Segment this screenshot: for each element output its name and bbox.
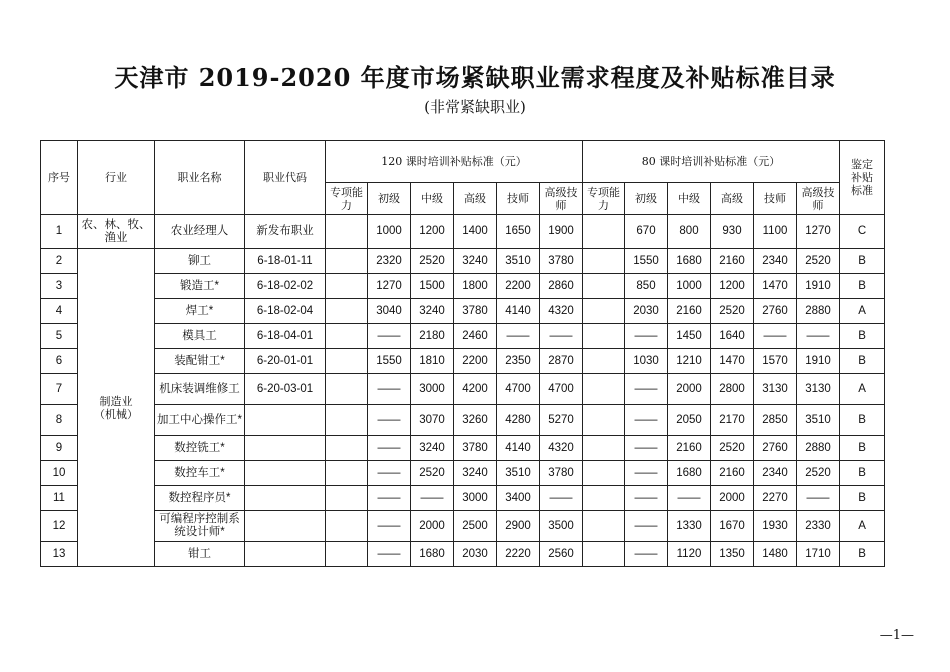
- cell-80-level-3: 1640: [711, 324, 754, 349]
- cell-80-level-0: [583, 436, 625, 461]
- cell-80-level-2: 1680: [668, 461, 711, 486]
- table-row: [41, 324, 885, 349]
- cell-80-level-0: [583, 511, 625, 542]
- row-rating: B: [840, 436, 885, 461]
- page-number: —1—: [879, 628, 914, 643]
- cell-120-level-2: 1200: [411, 215, 454, 249]
- row-rating: B: [840, 249, 885, 274]
- row-occupation: 数控程序员*: [155, 486, 245, 511]
- cell-80-level-1: ——: [625, 436, 668, 461]
- row-rating: A: [840, 511, 885, 542]
- cell-80-level-2: 800: [668, 215, 711, 249]
- cell-120-level-1: ——: [368, 461, 411, 486]
- row-seq: 7: [41, 374, 78, 405]
- cell-80-level-0: [583, 299, 625, 324]
- cell-120-level-1: ——: [368, 374, 411, 405]
- header-level-80-1: 初级: [625, 183, 668, 215]
- cell-80-level-0: [583, 324, 625, 349]
- cell-120-level-5: 5270: [540, 405, 583, 436]
- row-occupation: 数控车工*: [155, 461, 245, 486]
- cell-80-level-2: 2160: [668, 436, 711, 461]
- cell-80-level-5: 2520: [797, 249, 840, 274]
- cell-120-level-5: 3780: [540, 461, 583, 486]
- cell-80-level-0: [583, 374, 625, 405]
- row-rating: C: [840, 215, 885, 249]
- cell-80-level-0: [583, 249, 625, 274]
- table-row: [41, 486, 885, 511]
- header-level-120-5: 高级技师: [540, 183, 583, 215]
- cell-80-level-5: ——: [797, 486, 840, 511]
- cell-120-level-1: 1270: [368, 274, 411, 299]
- row-rating: B: [840, 486, 885, 511]
- cell-120-level-2: 2180: [411, 324, 454, 349]
- cell-80-level-4: 1470: [754, 274, 797, 299]
- cell-80-level-4: 2340: [754, 249, 797, 274]
- cell-80-level-0: [583, 349, 625, 374]
- cell-120-level-4: 3400: [497, 486, 540, 511]
- row-code: [245, 542, 326, 567]
- cell-80-level-1: ——: [625, 324, 668, 349]
- row-rating: A: [840, 374, 885, 405]
- row-code: 6-18-02-02: [245, 274, 326, 299]
- cell-80-level-2: 2050: [668, 405, 711, 436]
- cell-80-level-5: 3510: [797, 405, 840, 436]
- table-row: [41, 349, 885, 374]
- cell-80-level-2: 1210: [668, 349, 711, 374]
- cell-80-level-4: 2760: [754, 299, 797, 324]
- cell-80-level-5: ——: [797, 324, 840, 349]
- cell-120-level-4: 3510: [497, 249, 540, 274]
- row-code: 6-18-04-01: [245, 324, 326, 349]
- cell-80-level-5: 1710: [797, 542, 840, 567]
- table-row: [41, 511, 885, 542]
- header-seq: 序号: [41, 141, 78, 215]
- row-code: [245, 405, 326, 436]
- cell-80-level-4: ——: [754, 324, 797, 349]
- cell-80-level-5: 2520: [797, 461, 840, 486]
- cell-120-level-0: [326, 324, 368, 349]
- cell-120-level-3: 2460: [454, 324, 497, 349]
- cell-80-level-1: 1030: [625, 349, 668, 374]
- cell-120-level-1: ——: [368, 486, 411, 511]
- cell-120-level-5: 2860: [540, 274, 583, 299]
- cell-80-level-1: ——: [625, 542, 668, 567]
- cell-120-level-0: [326, 299, 368, 324]
- row-occupation: 锻造工*: [155, 274, 245, 299]
- header-level-80-4: 技师: [754, 183, 797, 215]
- cell-120-level-2: 2520: [411, 249, 454, 274]
- cell-80-level-5: 2880: [797, 436, 840, 461]
- cell-120-level-0: [326, 374, 368, 405]
- cell-80-level-5: 2330: [797, 511, 840, 542]
- row-seq: 6: [41, 349, 78, 374]
- cell-80-level-4: 3130: [754, 374, 797, 405]
- header-level-80-0: 专项能力: [583, 183, 625, 215]
- cell-80-level-1: ——: [625, 374, 668, 405]
- cell-80-level-3: 1470: [711, 349, 754, 374]
- header-level-120-4: 技师: [497, 183, 540, 215]
- cell-120-level-4: 4700: [497, 374, 540, 405]
- cell-120-level-5: 3500: [540, 511, 583, 542]
- cell-80-level-1: 670: [625, 215, 668, 249]
- cell-80-level-1: ——: [625, 461, 668, 486]
- row-code: 6-20-01-01: [245, 349, 326, 374]
- cell-120-level-3: 3780: [454, 436, 497, 461]
- cell-120-level-4: 1650: [497, 215, 540, 249]
- cell-120-level-4: 4140: [497, 436, 540, 461]
- cell-80-level-1: ——: [625, 486, 668, 511]
- cell-120-level-1: 1550: [368, 349, 411, 374]
- header-level-120-2: 中级: [411, 183, 454, 215]
- cell-120-level-4: 4140: [497, 299, 540, 324]
- cell-80-level-3: 2800: [711, 374, 754, 405]
- row-code: [245, 461, 326, 486]
- row-seq: 13: [41, 542, 78, 567]
- cell-80-level-1: 1550: [625, 249, 668, 274]
- cell-120-level-1: ——: [368, 511, 411, 542]
- header-level-80-2: 中级: [668, 183, 711, 215]
- cell-120-level-4: 3510: [497, 461, 540, 486]
- row-code: 6-20-03-01: [245, 374, 326, 405]
- cell-80-level-4: 1100: [754, 215, 797, 249]
- header-rating: 鉴定补贴标准: [840, 141, 885, 215]
- cell-120-level-3: 3780: [454, 299, 497, 324]
- row-occupation: 焊工*: [155, 299, 245, 324]
- row-rating: B: [840, 274, 885, 299]
- row-code: 6-18-01-11: [245, 249, 326, 274]
- cell-120-level-3: 3000: [454, 486, 497, 511]
- cell-80-level-2: 1330: [668, 511, 711, 542]
- cell-120-level-5: 2560: [540, 542, 583, 567]
- row-occupation: 钳工: [155, 542, 245, 567]
- cell-120-level-5: ——: [540, 486, 583, 511]
- cell-120-level-0: [326, 215, 368, 249]
- cell-80-level-2: ——: [668, 486, 711, 511]
- header-group-80: 80 课时培训补贴标准（元）: [583, 141, 840, 183]
- cell-80-level-4: 2760: [754, 436, 797, 461]
- cell-80-level-2: 1120: [668, 542, 711, 567]
- cell-80-level-5: 1270: [797, 215, 840, 249]
- cell-120-level-4: ——: [497, 324, 540, 349]
- row-code: [245, 511, 326, 542]
- cell-120-level-2: 3000: [411, 374, 454, 405]
- row-occupation: 农业经理人: [155, 215, 245, 249]
- table-row: [41, 542, 885, 567]
- cell-80-level-1: 2030: [625, 299, 668, 324]
- cell-120-level-1: ——: [368, 542, 411, 567]
- cell-120-level-5: 4320: [540, 436, 583, 461]
- cell-120-level-1: 2320: [368, 249, 411, 274]
- cell-80-level-2: 1680: [668, 249, 711, 274]
- cell-120-level-1: ——: [368, 436, 411, 461]
- row-occupation: 可编程序控制系统设计师*: [155, 511, 245, 542]
- cell-120-level-2: 1500: [411, 274, 454, 299]
- cell-80-level-5: 1910: [797, 349, 840, 374]
- cell-80-level-5: 1910: [797, 274, 840, 299]
- cell-80-level-5: 3130: [797, 374, 840, 405]
- row-occupation: 机床装调维修工: [155, 374, 245, 405]
- cell-80-level-4: 1930: [754, 511, 797, 542]
- header-level-120-0: 专项能力: [326, 183, 368, 215]
- cell-120-level-0: [326, 274, 368, 299]
- cell-80-level-3: 1200: [711, 274, 754, 299]
- cell-80-level-3: 2160: [711, 461, 754, 486]
- cell-120-level-3: 3240: [454, 461, 497, 486]
- cell-80-level-3: 2520: [711, 299, 754, 324]
- cell-120-level-3: 2030: [454, 542, 497, 567]
- cell-80-level-0: [583, 461, 625, 486]
- header-group-120: 120 课时培训补贴标准（元）: [326, 141, 583, 183]
- row-rating: B: [840, 324, 885, 349]
- row-seq: 10: [41, 461, 78, 486]
- cell-80-level-3: 1350: [711, 542, 754, 567]
- row-code: 新发布职业: [245, 215, 326, 249]
- cell-120-level-0: [326, 249, 368, 274]
- cell-120-level-2: 3240: [411, 436, 454, 461]
- cell-120-level-5: ——: [540, 324, 583, 349]
- cell-120-level-1: ——: [368, 405, 411, 436]
- header-level-120-3: 高级: [454, 183, 497, 215]
- cell-120-level-0: [326, 486, 368, 511]
- row-rating: A: [840, 299, 885, 324]
- table-row: [41, 299, 885, 324]
- row-occupation: 数控铣工*: [155, 436, 245, 461]
- cell-120-level-3: 3260: [454, 405, 497, 436]
- row-rating: B: [840, 461, 885, 486]
- cell-120-level-0: [326, 349, 368, 374]
- cell-120-level-0: [326, 542, 368, 567]
- cell-120-level-5: 4320: [540, 299, 583, 324]
- cell-80-level-4: 2340: [754, 461, 797, 486]
- row-seq: 2: [41, 249, 78, 274]
- cell-80-level-4: 1480: [754, 542, 797, 567]
- header-code: 职业代码: [245, 141, 326, 215]
- row-code: 6-18-02-04: [245, 299, 326, 324]
- cell-120-level-4: 2900: [497, 511, 540, 542]
- table-row: [41, 249, 885, 274]
- cell-120-level-3: 2200: [454, 349, 497, 374]
- cell-120-level-5: 2870: [540, 349, 583, 374]
- header-level-120-1: 初级: [368, 183, 411, 215]
- cell-120-level-0: [326, 436, 368, 461]
- header-level-80-5: 高级技师: [797, 183, 840, 215]
- cell-80-level-3: 2000: [711, 486, 754, 511]
- row-seq: 4: [41, 299, 78, 324]
- cell-120-level-1: 3040: [368, 299, 411, 324]
- cell-120-level-2: 1680: [411, 542, 454, 567]
- cell-80-level-3: 2170: [711, 405, 754, 436]
- cell-120-level-2: 3070: [411, 405, 454, 436]
- cell-80-level-4: 2270: [754, 486, 797, 511]
- cell-120-level-0: [326, 405, 368, 436]
- cell-120-level-2: 1810: [411, 349, 454, 374]
- cell-80-level-2: 1000: [668, 274, 711, 299]
- cell-80-level-0: [583, 274, 625, 299]
- industry-merged-cell: 制造业（机械）: [78, 249, 155, 567]
- cell-120-level-1: ——: [368, 324, 411, 349]
- header-occupation: 职业名称: [155, 141, 245, 215]
- row-rating: B: [840, 542, 885, 567]
- row-occupation: 加工中心操作工*: [155, 405, 245, 436]
- table-row: [41, 374, 885, 405]
- cell-80-level-1: ——: [625, 511, 668, 542]
- row-code: [245, 436, 326, 461]
- cell-120-level-1: 1000: [368, 215, 411, 249]
- cell-80-level-1: 850: [625, 274, 668, 299]
- cell-80-level-0: [583, 215, 625, 249]
- cell-80-level-0: [583, 486, 625, 511]
- cell-120-level-4: 4280: [497, 405, 540, 436]
- cell-80-level-2: 1450: [668, 324, 711, 349]
- subsidy-table: [40, 140, 885, 567]
- row-rating: B: [840, 405, 885, 436]
- cell-120-level-5: 3780: [540, 249, 583, 274]
- row-seq: 9: [41, 436, 78, 461]
- cell-120-level-4: 2350: [497, 349, 540, 374]
- cell-120-level-0: [326, 511, 368, 542]
- table-row: [41, 274, 885, 299]
- cell-120-level-2: 2000: [411, 511, 454, 542]
- cell-80-level-5: 2880: [797, 299, 840, 324]
- page-subtitle: (非常紧缺职业): [424, 98, 526, 116]
- row-rating: B: [840, 349, 885, 374]
- cell-120-level-3: 4200: [454, 374, 497, 405]
- cell-120-level-4: 2200: [497, 274, 540, 299]
- cell-120-level-5: 4700: [540, 374, 583, 405]
- cell-80-level-4: 2850: [754, 405, 797, 436]
- cell-120-level-3: 1800: [454, 274, 497, 299]
- cell-80-level-3: 2520: [711, 436, 754, 461]
- table-row: [41, 436, 885, 461]
- row-seq: 1: [41, 215, 78, 249]
- row-seq: 12: [41, 511, 78, 542]
- cell-120-level-2: ——: [411, 486, 454, 511]
- cell-80-level-3: 930: [711, 215, 754, 249]
- cell-120-level-3: 1400: [454, 215, 497, 249]
- header-industry: 行业: [78, 141, 155, 215]
- cell-120-level-3: 2500: [454, 511, 497, 542]
- row-seq: 3: [41, 274, 78, 299]
- header-level-80-3: 高级: [711, 183, 754, 215]
- cell-80-level-3: 1670: [711, 511, 754, 542]
- cell-80-level-2: 2160: [668, 299, 711, 324]
- row-code: [245, 486, 326, 511]
- row-seq: 5: [41, 324, 78, 349]
- cell-120-level-3: 3240: [454, 249, 497, 274]
- row-seq: 8: [41, 405, 78, 436]
- table-row: [41, 215, 885, 249]
- cell-120-level-5: 1900: [540, 215, 583, 249]
- table-row: [41, 461, 885, 486]
- cell-80-level-1: ——: [625, 405, 668, 436]
- cell-120-level-2: 3240: [411, 299, 454, 324]
- row-occupation: 模具工: [155, 324, 245, 349]
- cell-80-level-3: 2160: [711, 249, 754, 274]
- table-row: [41, 405, 885, 436]
- cell-80-level-2: 2000: [668, 374, 711, 405]
- cell-120-level-4: 2220: [497, 542, 540, 567]
- row-occupation: 铆工: [155, 249, 245, 274]
- row-occupation: 装配钳工*: [155, 349, 245, 374]
- cell-80-level-0: [583, 542, 625, 567]
- row-industry: 农、林、牧、渔业: [78, 215, 155, 249]
- row-seq: 11: [41, 486, 78, 511]
- cell-80-level-0: [583, 405, 625, 436]
- cell-120-level-0: [326, 461, 368, 486]
- cell-80-level-4: 1570: [754, 349, 797, 374]
- cell-120-level-2: 2520: [411, 461, 454, 486]
- page-title: 天津市 2019-2020 年度市场紧缺职业需求程度及补贴标准目录: [114, 63, 836, 92]
